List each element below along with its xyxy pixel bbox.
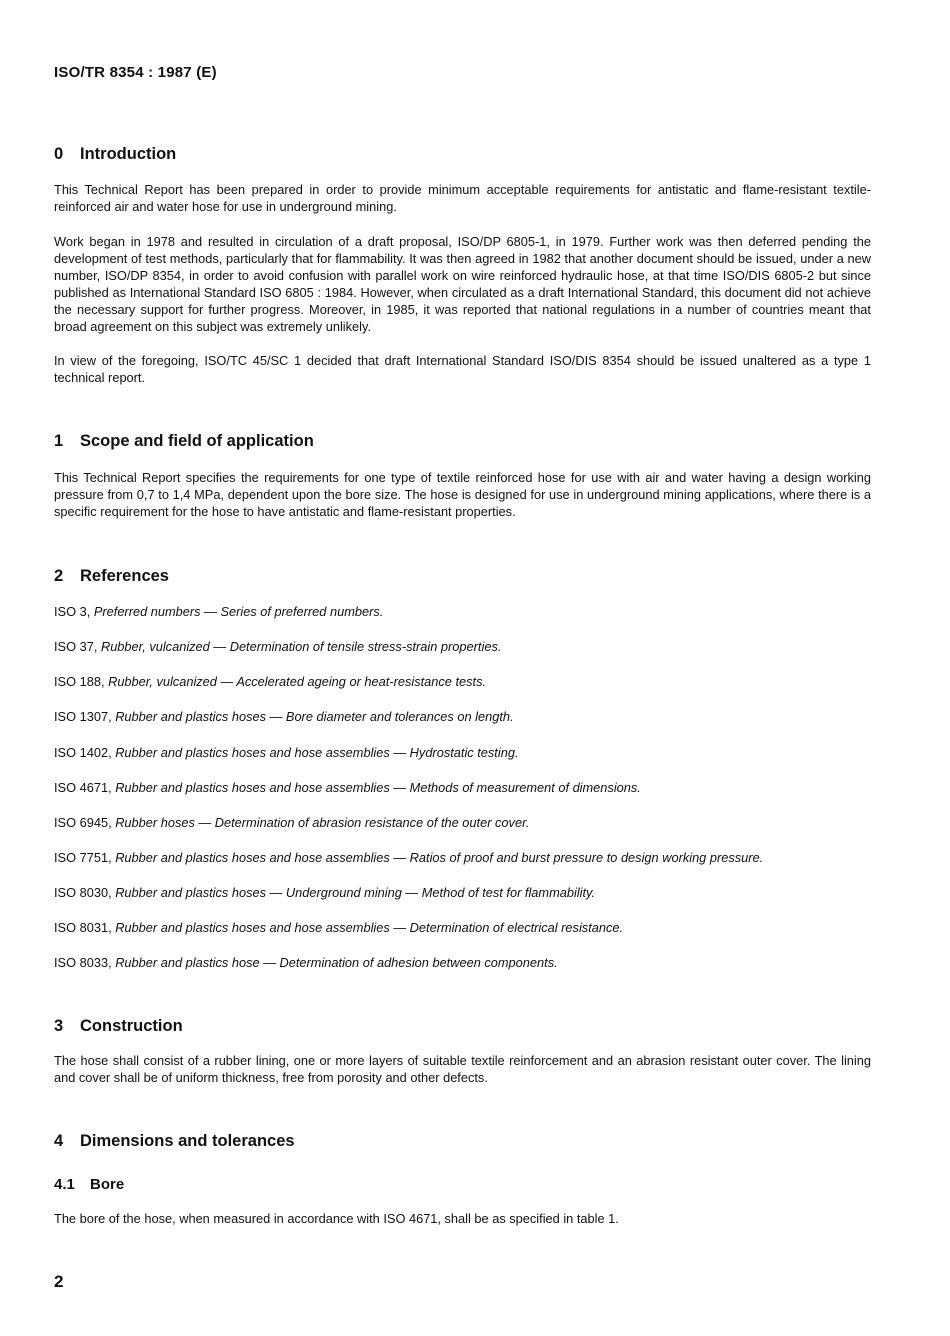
- page-number: 2: [54, 1272, 64, 1291]
- reference-code: ISO 3,: [54, 604, 91, 619]
- section-title-construction: [54, 1017, 183, 1036]
- reference-item: [54, 814, 529, 831]
- section-number: 2: [54, 567, 64, 585]
- reference-title: Rubber and plastics hose — Determination of adhesion between components.: [115, 955, 558, 970]
- reference-item: [54, 673, 486, 690]
- reference-title: Rubber hoses — Determination of abrasion resistance of the outer cover.: [115, 815, 530, 830]
- reference-item: [54, 954, 558, 971]
- subsection-title-bore: [54, 1176, 124, 1193]
- reference-code: ISO 37,: [54, 639, 98, 654]
- intro-paragraph-2: Work began in 1978 and resulted in circulation of a draft proposal, ISO/DP 6805-1, in 1979. Further work was then deferred pending the development of test methods, particularly that for flammability. It was then agreed in 1982 that another document should be issued, under a new number, ISO/DP 8354, in order to avoid confusion with parallel work on wire reinforced hydraulic hose, at that time ISO/DIS 6805-2 but since published as International Standard ISO 6805 : 1984. However, when circulated as a draft International Standard, this document did not achieve the necessary support for further progress. Moreover, in 1985, it was reported that national regulations in a number of countries meant that broad agreement on this subject was extremely unlikely.: [54, 234, 871, 334]
- intro-paragraph-1: This Technical Report has been prepared in order to provide minimum acceptable requirements for antistatic and flame-resistant textile-reinforced air and water hose for use in underground mining.: [54, 182, 871, 214]
- section-heading: Scope and field of application: [80, 432, 314, 450]
- subsection-number: 4.1: [54, 1176, 75, 1193]
- reference-title: Rubber and plastics hoses and hose assemblies — Hydrostatic testing.: [115, 745, 519, 760]
- subsection-heading: Bore: [90, 1176, 125, 1193]
- reference-title: Rubber, vulcanized — Accelerated ageing or heat-resistance tests.: [108, 674, 487, 689]
- reference-title: Rubber and plastics hoses — Underground mining — Method of test for flammability.: [115, 885, 596, 900]
- reference-item: [54, 849, 763, 866]
- section-title-scope: [54, 432, 314, 451]
- reference-code: ISO 7751,: [54, 850, 112, 865]
- reference-title: Rubber and plastics hoses — Bore diameter and tolerances on length.: [115, 709, 514, 724]
- section-heading: Construction: [80, 1017, 183, 1035]
- reference-item: [54, 919, 623, 936]
- reference-code: ISO 188,: [54, 674, 105, 689]
- reference-code: ISO 6945,: [54, 815, 112, 830]
- reference-title: Rubber and plastics hoses and hose assemblies — Methods of measurement of dimensions.: [115, 780, 641, 795]
- reference-code: ISO 1307,: [54, 709, 112, 724]
- reference-item: [54, 884, 595, 901]
- reference-item: [54, 744, 519, 761]
- section-number: 1: [54, 432, 64, 450]
- reference-code: ISO 1402,: [54, 745, 112, 760]
- section-title-references: [54, 567, 169, 586]
- section-heading: Dimensions and tolerances: [80, 1132, 295, 1150]
- reference-code: ISO 8033,: [54, 955, 112, 970]
- reference-item: [54, 779, 641, 796]
- document-header: ISO/TR 8354 : 1987 (E): [54, 64, 217, 81]
- reference-title: Rubber and plastics hoses and hose assemblies — Determination of electrical resistance.: [115, 920, 624, 935]
- bore-paragraph: The bore of the hose, when measured in accordance with ISO 4671, shall be as specified in table 1.: [54, 1211, 619, 1226]
- section-number: 3: [54, 1017, 64, 1035]
- reference-code: ISO 8031,: [54, 920, 112, 935]
- reference-title: Rubber, vulcanized — Determination of tensile stress-strain properties.: [100, 639, 502, 654]
- section-heading: References: [80, 567, 169, 585]
- intro-paragraph-3: In view of the foregoing, ISO/TC 45/SC 1 decided that draft International Standard ISO/DIS 8354 should be issued unaltered as a type 1 technical report.: [54, 353, 871, 385]
- section-number: 4: [54, 1132, 64, 1150]
- section-heading: Introduction: [80, 145, 177, 163]
- reference-title: Preferred numbers — Series of preferred numbers.: [93, 604, 384, 619]
- reference-code: ISO 8030,: [54, 885, 112, 900]
- reference-title: Rubber and plastics hoses and hose assemblies — Ratios of proof and burst pressure to design working pressure.: [115, 850, 764, 865]
- reference-item: [54, 708, 514, 725]
- construction-paragraph: The hose shall consist of a rubber lining, one or more layers of suitable textile reinforcement and an abrasion resistant outer cover. The lining and cover shall be of uniform thickness, free from porosity and other defects.: [54, 1053, 871, 1085]
- reference-item: [54, 638, 501, 655]
- section-number: 0: [54, 145, 64, 163]
- section-title-dimensions: [54, 1132, 295, 1151]
- reference-code: ISO 4671,: [54, 780, 112, 795]
- section-title-introduction: [54, 145, 176, 164]
- reference-item: [54, 603, 383, 620]
- scope-paragraph: This Technical Report specifies the requirements for one type of textile reinforced hose for use with air and water having a design working pressure from 0,7 to 1,4 MPa, dependent upon the bore size. The hose is designed for use in underground mining applications, where there is a specific requirement for the hose to have antistatic and flame-resistant properties.: [54, 470, 871, 519]
